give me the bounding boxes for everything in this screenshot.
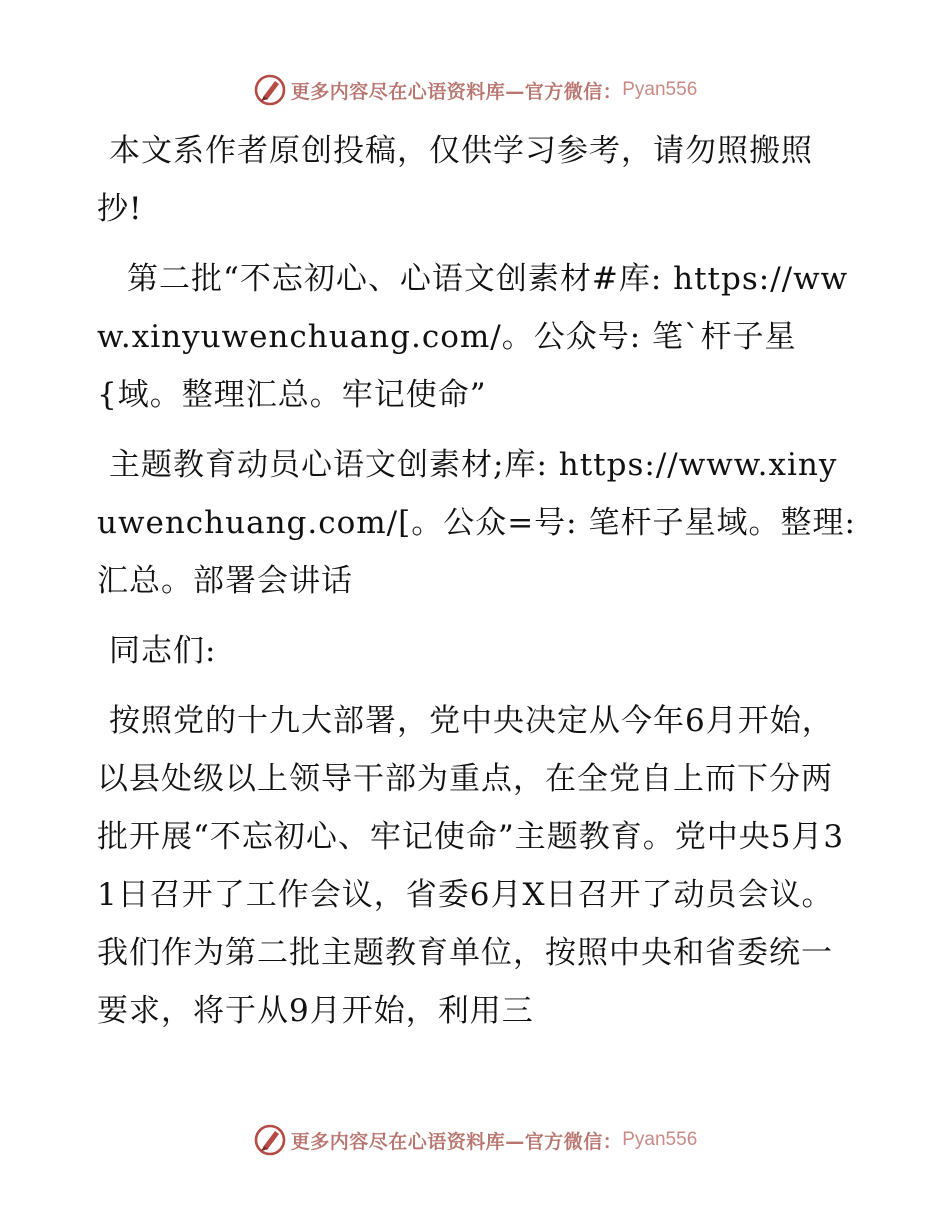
- header-banner: [0, 70, 950, 110]
- banner-wechat-handle: Pyan556: [622, 79, 698, 100]
- pen-circle-icon: [253, 73, 287, 107]
- paragraph-body: 按照党的十九大部署，党中央决定从今年6月开始，以县处级以上领导干部为重点，在全党自上而下分两批开展“不忘初心、牢记使命”主题教育。党中央5月31日召开了工作会议，省委6月X日召开了动员会议。我们作为第二批主题教育单位，按照中央和省委统一要求，将于从9月开始，利用三: [97, 703, 845, 1029]
- paragraph-salutation: 同志们:: [109, 633, 217, 669]
- paragraph-title-line: 第二批“不忘初心、心语文创素材#库: https://www.xinyuwenchuang.com/。公众号: 笔`杆子星{域。整理汇总。牢记使命”: [97, 261, 849, 413]
- banner-text: 更多内容尽在心语资料库—官方微信：: [290, 80, 623, 103]
- paragraph-disclaimer: 本文系作者原创投稿，仅供学习参考，请勿照搬照抄!: [97, 133, 813, 227]
- banner-wechat-handle: Pyan556: [622, 1129, 698, 1150]
- pen-circle-icon: [253, 1123, 287, 1157]
- footer-banner: [0, 1120, 950, 1160]
- paragraph-subtitle-line: 主题教育动员心语文创素材;库: https://www.xinyuwenchuang.com/[。公众=号: 笔杆子星域。整理:汇总。部署会讲话: [97, 447, 856, 599]
- document-body: [97, 122, 857, 1052]
- banner-text: 更多内容尽在心语资料库—官方微信：: [290, 1130, 623, 1153]
